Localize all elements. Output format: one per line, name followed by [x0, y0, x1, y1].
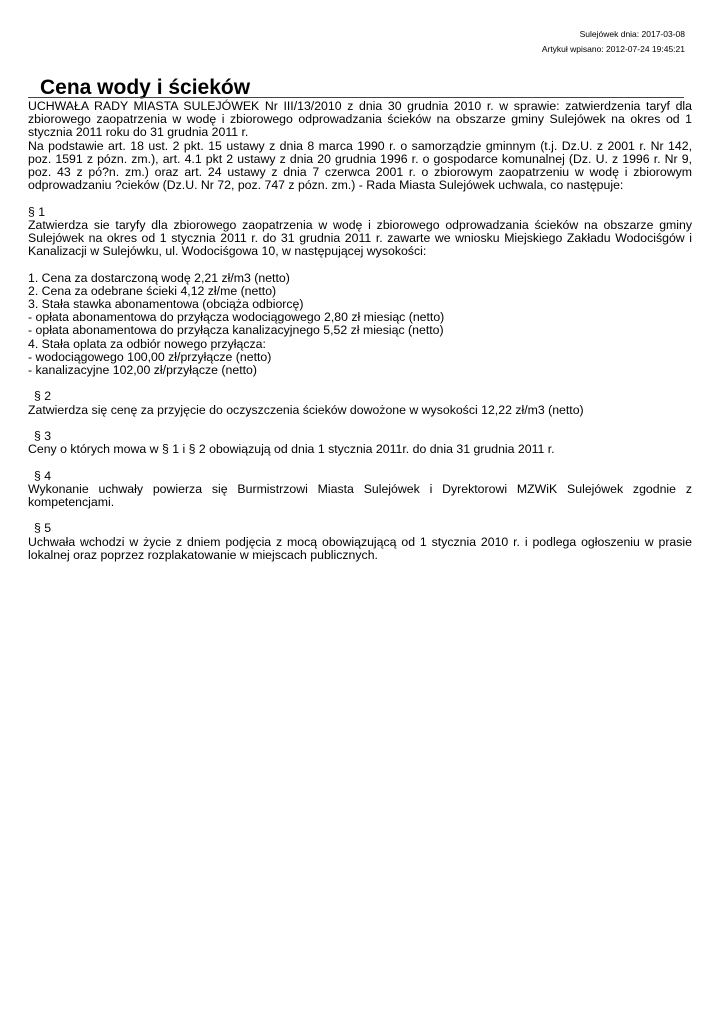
section-1-text: Zatwierdza sie taryfy dla zbiorowego zaopatrzenia w wodę i zbiorowego odprowadzania ścieków na obszarze gminy Sulejówek na okres od 1 stycznia 2011 r. do 31 grudnia 2011 r. zawarte we wniosku Miejskiego Zakładu Wodociśgów i Kanalizacji w Sulejówku, ul. Wodociśgowa 10, w następującej wysokości: [28, 217, 692, 259]
tariff-item: - wodociągowego 100,00 zł/przyłącze (netto) [28, 349, 272, 364]
tariff-item: 2. Cena za odebrane ścieki 4,12 zł/me (netto) [28, 283, 277, 298]
section-1-mark: § 1 [28, 204, 46, 219]
section-5-mark: § 5 [34, 521, 52, 536]
section-3-text: Ceny o których mowa w § 1 i § 2 obowiązują od dnia 1 stycznia 2011r. do dnia 31 grudnia 2011 r. [28, 442, 555, 457]
tariff-item: - opłata abonamentowa do przyłącza kanalizacyjnego 5,52 zł miesiąc (netto) [28, 323, 444, 338]
tariff-item: - kanalizacyjne 102,00 zł/przyłącze (netto) [28, 363, 257, 378]
article-body [28, 100, 692, 562]
legal-basis: Na podstawie art. 18 ust. 2 pkt. 15 ustawy z dnia 8 marca 1990 r. o samorządzie gminnym (t.j. Dz.U. z 2001 r. Nr 142, poz. 1591 z pózn. zm.), art. 4.1 pkt 2 ustawy z dnia 20 grudnia 1996 r. o gospodarce komunalnej (Dz. U. z 1996 r. Nr 9, poz. 43 z pó?n. zm.) oraz art. 24 ustawy z dnia 7 czerwca 2001 r. o zbiorowym zaopatrzeniu w wodę i zbiorowym odprowadzaniu ?cieków (Dz.U. Nr 72, poz. 747 z pózn. zm.) - Rada Miasta Sulejówek uchwala, co następuje: [28, 138, 692, 193]
posted-timestamp: Artykuł wpisano: 2012-07-24 19:45:21 [541, 44, 685, 54]
tariff-item: 3. Stała stawka abonamentowa (obciąża odbiorcę) [28, 297, 304, 312]
section-5-text: Uchwała wchodzi w życie z dniem podjęcia z mocą obowiązującą od 1 stycznia 2010 r. i podlega ogłoszeniu w prasie lokalnej oraz poprzez rozplakatowanie w miejscach publicznych. [28, 534, 692, 562]
page-title: Cena wody i ścieków [40, 76, 251, 99]
section-2-mark: § 2 [34, 389, 52, 404]
resolution-heading: UCHWAŁA RADY MIASTA SULEJÓWEK Nr III/13/2010 z dnia 30 grudnia 2010 r. w sprawie: zatwierdzenia taryf dla zbiorowego zaopatrzenia w wodę i zbiorowego odprowadzania ścieków na obszarze gminy Sulejówek na okres od 1 stycznia 2011 roku do 31 grudnia 2011 r. [28, 99, 692, 140]
section-4-mark: § 4 [34, 468, 52, 483]
tariff-item: - opłata abonamentowa do przyłącza wodociągowego 2,80 zł miesiąc (netto) [28, 310, 445, 325]
tariff-item: 4. Stała oplata za odbiór nowego przyłącza: [28, 336, 266, 351]
section-2-text: Zatwierdza się cenę za przyjęcie do oczyszczenia ścieków dowożone w wysokości 12,22 zł/m3 (netto) [28, 402, 584, 417]
section-3-mark: § 3 [34, 429, 52, 444]
title-divider [28, 97, 684, 98]
section-4-text: Wykonanie uchwały powierza się Burmistrzowi Miasta Sulejówek i Dyrektorowi MZWiK Sulejówek zgodnie z kompetencjami. [28, 481, 692, 510]
document-date: Sulejówek dnia: 2017-03-08 [579, 29, 685, 39]
tariff-item: 1. Cena za dostarczoną wodę 2,21 zł/m3 (netto) [28, 270, 290, 285]
